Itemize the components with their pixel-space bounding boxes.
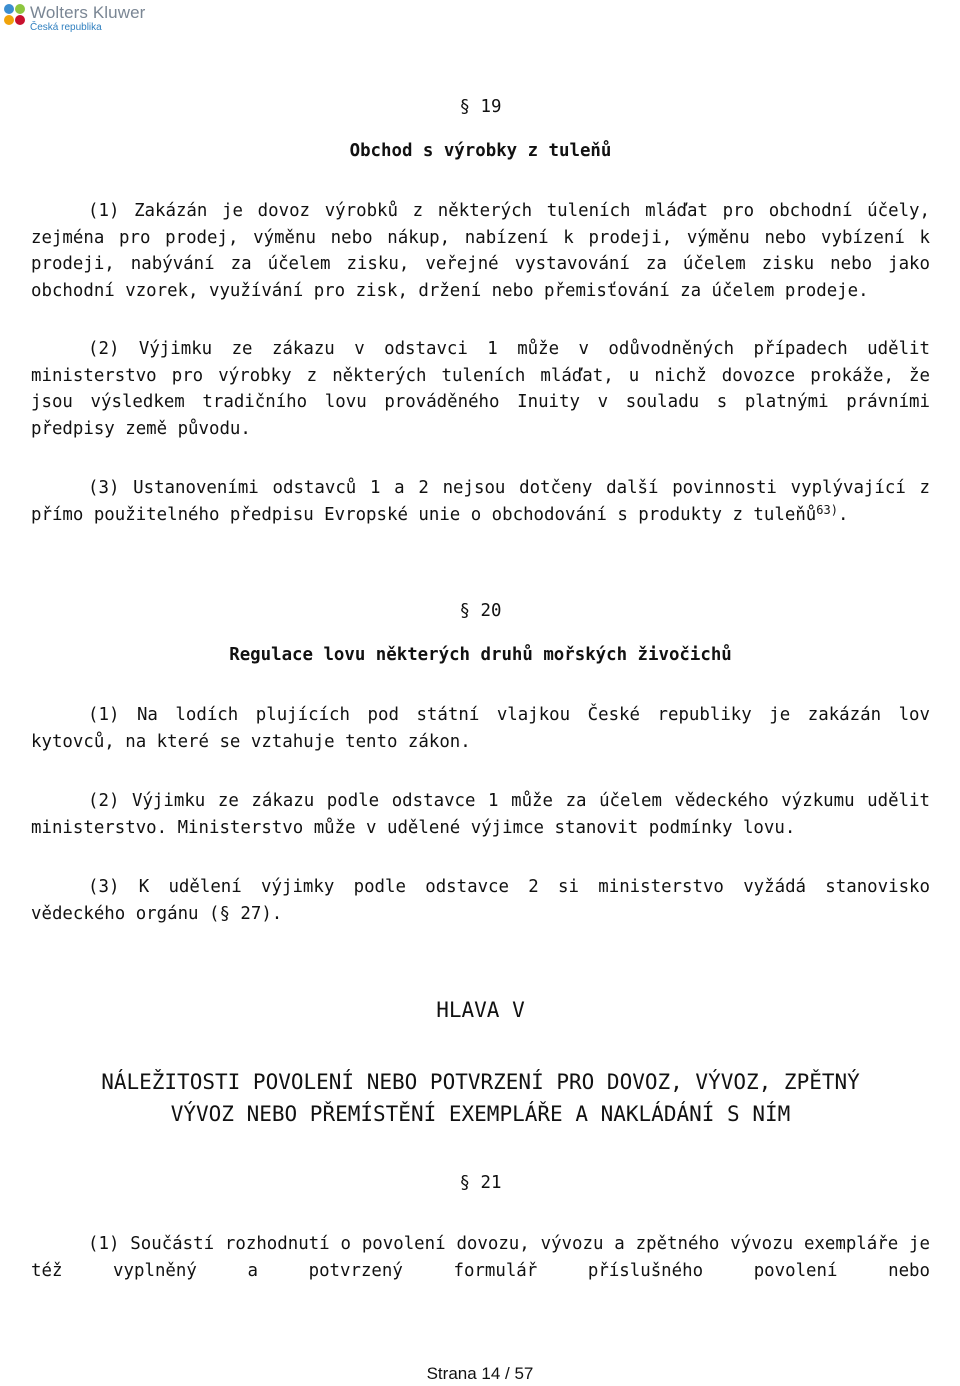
section-20-title: Regulace lovu některých druhů mořských živočichů (229, 645, 732, 665)
section-20-paragraph-1: (1) Na lodích plujících pod státní vlajkou České republiky je zakázán lov kytovců, na které se vztahuje tento zákon. (31, 705, 930, 752)
footnote-reference[interactable]: 63) (816, 502, 838, 517)
brand-name: Wolters Kluwer (30, 3, 146, 22)
section-19-paragraph-3-text: (3) Ustanoveními odstavců 1 a 2 nejsou dotčeny další povinnosti vyplývající z přímo použitelného předpisu Evropské unie o obchodování s produkty z tuleňů (31, 478, 930, 525)
brand-subtitle: Česká republika (30, 22, 102, 33)
wolters-kluwer-logo-icon (4, 4, 26, 26)
section-19-paragraph-1: (1) Zakázán je dovoz výrobků z některých tuleních mláďat pro obchodní účely, zejména pro prodej, výměnu nebo nákup, nabízení k prodeji, výměnu nebo vybízení k prodeji, nabývání za účelem zisku, veřejné vystavování za účelem zisku nebo jako obchodní vzorek, využívání pro zisk, držení nebo přemisťování za účelem prodeje. (31, 201, 930, 301)
section-20-paragraph-2: (2) Výjimku ze zákazu podle odstavce 1 může za účelem vědeckého výzkumu udělit ministerstvo. Ministerstvo může v udělené výjimce stanovit podmínky lovu. (31, 791, 930, 838)
section-19-number: § 19 (459, 97, 502, 117)
section-19-paragraph-3 (31, 475, 930, 528)
publisher-logo (4, 4, 145, 33)
section-21-paragraph-1: (1) Součástí rozhodnutí o povolení dovozu, vývozu a zpětného vývozu exempláře je též vyplněný a potvrzený formulář příslušného povolení nebo (31, 1234, 930, 1281)
hlava-title-line-2: VÝVOZ NEBO PŘEMÍSTĚNÍ EXEMPLÁŘE A NAKLÁDÁNÍ S NÍM (170, 1102, 791, 1126)
section-19-paragraph-2: (2) Výjimku ze zákazu v odstavci 1 může v odůvodněných případech udělit ministerstvo pro výrobky z některých tuleních mláďat, u nichž dovozce prokáže, že jsou výsledkem tradičního lovu prováděného Inuity v souladu s platnými právními předpisy země původu. (31, 339, 930, 439)
page-number: Strana 14 / 57 (426, 1364, 534, 1383)
section-20-number: § 20 (459, 601, 502, 621)
section-19-paragraph-3-end: . (837, 504, 849, 525)
hlava-title-line-1: NÁLEŽITOSTI POVOLENÍ NEBO POTVRZENÍ PRO DOVOZ, VÝVOZ, ZPĚTNÝ (101, 1070, 860, 1094)
hlava-label: HLAVA V (436, 998, 525, 1022)
section-19-title: Obchod s výrobky z tuleňů (349, 141, 612, 161)
section-20-paragraph-3: (3) K udělení výjimky podle odstavce 2 si ministerstvo vyžádá stanovisko vědeckého orgánu (§ 27). (31, 877, 930, 924)
section-21-number: § 21 (459, 1173, 502, 1193)
